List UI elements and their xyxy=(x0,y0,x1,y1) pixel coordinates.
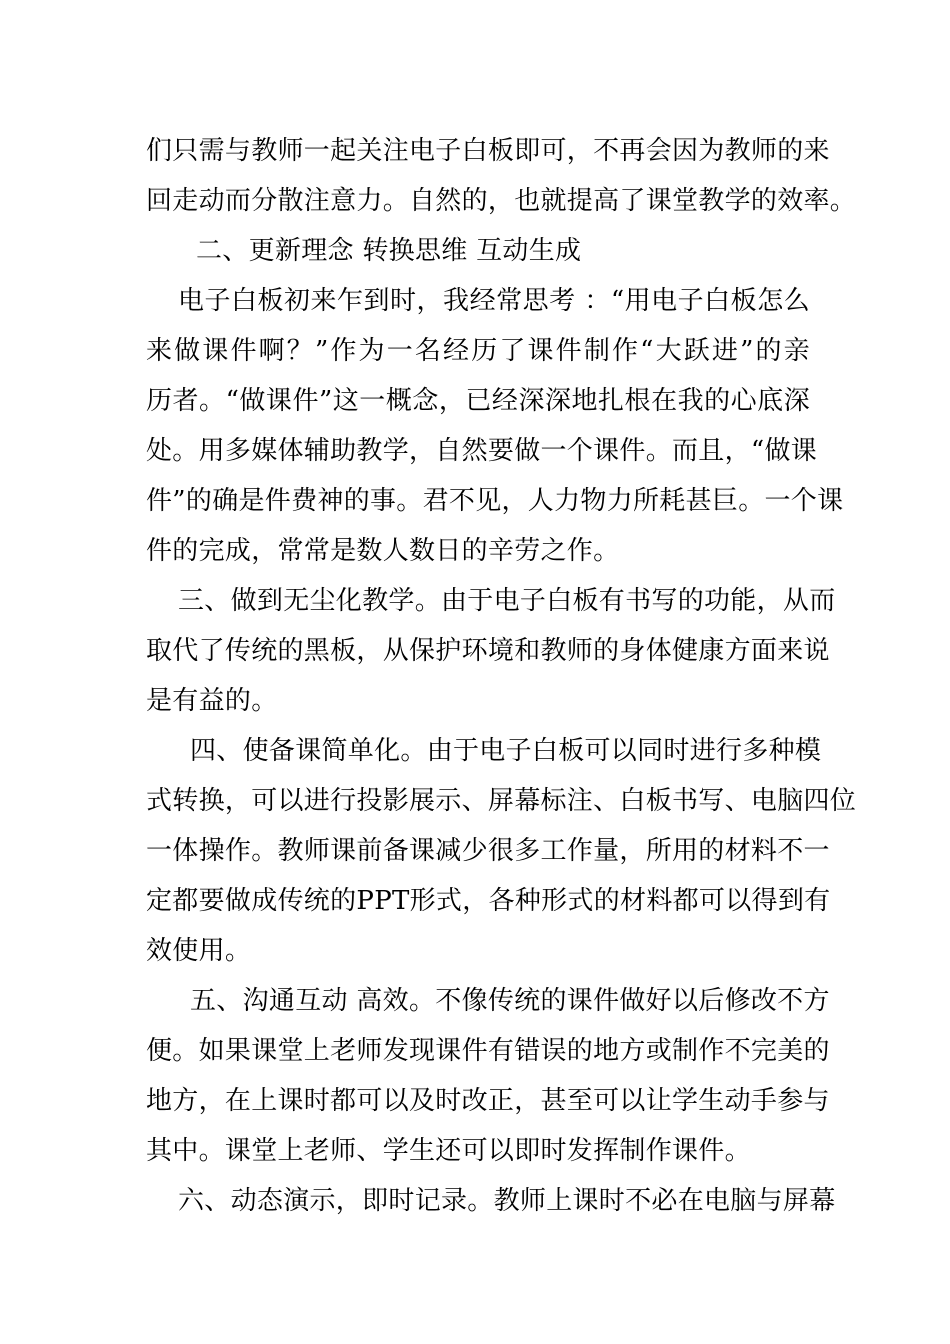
text-line: 取代了传统的黑板，从保护环境和教师的身体健康方面来说 xyxy=(146,636,830,666)
text-line: 便。如果课堂上老师发现课件有错误的地方或制作不完美的 xyxy=(146,1036,830,1066)
text-line: 一体操作。教师课前备课减少很多工作量，所用的材料不一 xyxy=(146,836,830,866)
text-line: 式转换，可以进行投影展示、屏幕标注、白板书写、电脑四位 xyxy=(146,786,857,816)
text-line: 效使用。 xyxy=(146,936,252,966)
text-line: 来做课件啊？”作为一名经历了课件制作“大跃进”的亲 xyxy=(146,336,810,366)
text-line: 们只需与教师一起关注电子白板即可，不再会因为教师的来 xyxy=(146,136,830,166)
text-line: 定都要做成传统的PPT形式，各种形式的材料都可以得到有 xyxy=(146,886,831,916)
text-line: 地方，在上课时都可以及时改正，甚至可以让学生动手参与 xyxy=(146,1086,830,1116)
text-line: 历者。“做课件”这一概念，已经深深地扎根在我的心底深 xyxy=(146,386,810,416)
text-line: 是有益的。 xyxy=(146,686,278,716)
text-line: 其中。课堂上老师、学生还可以即时发挥制作课件。 xyxy=(146,1136,751,1166)
text-line: 回走动而分散注意力。自然的，也就提高了课堂教学的效率。 xyxy=(146,186,857,216)
text-line: 件的完成，常常是数人数日的辛劳之作。 xyxy=(146,536,620,566)
section-heading: 二、更新理念 转换思维 互动生成 xyxy=(196,236,582,266)
section-heading: 四、使备课简单化。由于电子白板可以同时进行多种模 xyxy=(190,736,822,766)
text-line: 处。用多媒体辅助教学，自然要做一个课件。而且，“做课 xyxy=(146,436,818,466)
section-heading: 六、动态演示，即时记录。教师上课时不必在电脑与屏幕 xyxy=(178,1186,836,1216)
text-line: 件”的确是件费神的事。君不见，人力物力所耗甚巨。一个课 xyxy=(146,486,844,516)
text-line: 电子白板初来乍到时，我经常思考 ：“用电子白板怎么 xyxy=(178,286,810,316)
section-heading: 五、沟通互动 高效。不像传统的课件做好以后修改不方 xyxy=(190,986,830,1016)
section-heading: 三、做到无尘化教学。由于电子白板有书写的功能，从而 xyxy=(178,586,836,616)
